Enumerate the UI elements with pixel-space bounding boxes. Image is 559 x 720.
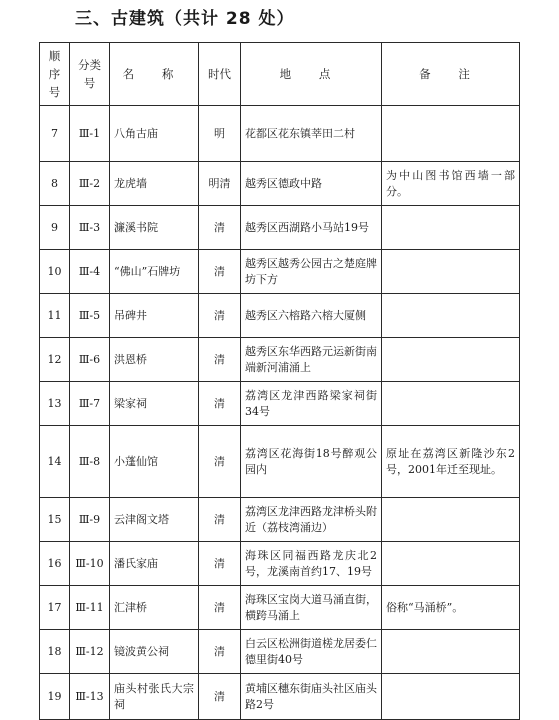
cell-seq: 8 xyxy=(40,162,70,206)
cell-location: 海珠区同福西路龙庆北2号，龙溪南首约17、19号 xyxy=(241,542,382,586)
cell-name: 潘氏家庙 xyxy=(110,542,199,586)
cell-location: 花都区花东镇莘田二村 xyxy=(241,106,382,162)
cell-remarks xyxy=(382,338,520,382)
table-row xyxy=(40,630,520,674)
cell-name: 梁家祠 xyxy=(110,382,199,426)
cell-category: Ⅲ-6 xyxy=(70,338,110,382)
cell-era: 清 xyxy=(199,250,241,294)
cell-remarks xyxy=(382,250,520,294)
table-row xyxy=(40,338,520,382)
table-row xyxy=(40,106,520,162)
table-row xyxy=(40,674,520,720)
cell-name: 濂溪书院 xyxy=(110,206,199,250)
table-row xyxy=(40,498,520,542)
cell-name: 八角古庙 xyxy=(110,106,199,162)
section-title: 三、古建筑（共计 28 处） xyxy=(75,9,295,29)
cell-era: 清 xyxy=(199,426,241,498)
header-name: 名 称 xyxy=(110,43,199,106)
cell-location: 越秀区越秀公园古之楚庭牌坊下方 xyxy=(241,250,382,294)
cell-location: 越秀区西湖路小马站19号 xyxy=(241,206,382,250)
cell-category: Ⅲ-3 xyxy=(70,206,110,250)
header-category: 分类号 xyxy=(70,43,110,106)
cell-category: Ⅲ-11 xyxy=(70,586,110,630)
cell-seq: 18 xyxy=(40,630,70,674)
cell-remarks xyxy=(382,206,520,250)
cell-name: 吊碑井 xyxy=(110,294,199,338)
cell-location: 黄埔区穗东街庙头社区庙头路2号 xyxy=(241,674,382,720)
cell-category: Ⅲ-1 xyxy=(70,106,110,162)
cell-era: 清 xyxy=(199,498,241,542)
cell-remarks: 为中山图书馆西墙一部分。 xyxy=(382,162,520,206)
cell-name: 镜波黄公祠 xyxy=(110,630,199,674)
cell-remarks xyxy=(382,542,520,586)
table-header-row xyxy=(40,43,520,106)
heritage-table xyxy=(39,42,520,720)
cell-seq: 10 xyxy=(40,250,70,294)
cell-name: 小蓬仙馆 xyxy=(110,426,199,498)
cell-category: Ⅲ-5 xyxy=(70,294,110,338)
cell-seq: 13 xyxy=(40,382,70,426)
cell-remarks xyxy=(382,498,520,542)
cell-era: 清 xyxy=(199,206,241,250)
cell-location: 荔湾区花海街18号醉观公园内 xyxy=(241,426,382,498)
table-row xyxy=(40,250,520,294)
cell-remarks xyxy=(382,294,520,338)
cell-remarks: 原址在荔湾区新隆沙东2号，2001年迁至现址。 xyxy=(382,426,520,498)
header-location: 地 点 xyxy=(241,43,382,106)
cell-name: 庙头村张氏大宗祠 xyxy=(110,674,199,720)
header-era: 时代 xyxy=(199,43,241,106)
cell-location: 荔湾区龙津西路梁家祠街34号 xyxy=(241,382,382,426)
cell-location: 越秀区六榕路六榕大厦侧 xyxy=(241,294,382,338)
cell-category: Ⅲ-2 xyxy=(70,162,110,206)
cell-seq: 15 xyxy=(40,498,70,542)
table-row xyxy=(40,162,520,206)
cell-seq: 16 xyxy=(40,542,70,586)
cell-name: 龙虎墙 xyxy=(110,162,199,206)
cell-category: Ⅲ-4 xyxy=(70,250,110,294)
cell-era: 清 xyxy=(199,338,241,382)
cell-name: 云津阁文塔 xyxy=(110,498,199,542)
cell-category: Ⅲ-9 xyxy=(70,498,110,542)
cell-category: Ⅲ-10 xyxy=(70,542,110,586)
cell-name: 汇津桥 xyxy=(110,586,199,630)
cell-era: 清 xyxy=(199,294,241,338)
cell-era: 清 xyxy=(199,382,241,426)
cell-remarks: 俗称“马涌桥”。 xyxy=(382,586,520,630)
cell-seq: 12 xyxy=(40,338,70,382)
table-row xyxy=(40,382,520,426)
cell-era: 清 xyxy=(199,542,241,586)
cell-location: 越秀区德政中路 xyxy=(241,162,382,206)
table-row xyxy=(40,586,520,630)
table-row xyxy=(40,206,520,250)
cell-location: 白云区松洲街道槎龙居委仁德里街40号 xyxy=(241,630,382,674)
cell-category: Ⅲ-8 xyxy=(70,426,110,498)
cell-seq: 19 xyxy=(40,674,70,720)
table-row xyxy=(40,542,520,586)
table-row xyxy=(40,426,520,498)
cell-remarks xyxy=(382,106,520,162)
cell-name: “佛山”石牌坊 xyxy=(110,250,199,294)
cell-era: 清 xyxy=(199,674,241,720)
cell-seq: 7 xyxy=(40,106,70,162)
cell-era: 清 xyxy=(199,586,241,630)
cell-location: 海珠区宝岗大道马涌直街，横跨马涌上 xyxy=(241,586,382,630)
cell-era: 明 xyxy=(199,106,241,162)
cell-seq: 14 xyxy=(40,426,70,498)
cell-remarks xyxy=(382,630,520,674)
cell-category: Ⅲ-12 xyxy=(70,630,110,674)
header-seq: 顺序号 xyxy=(40,43,70,106)
cell-era: 清 xyxy=(199,630,241,674)
cell-location: 荔湾区龙津西路龙津桥头附近（荔枝湾涌边） xyxy=(241,498,382,542)
cell-category: Ⅲ-7 xyxy=(70,382,110,426)
cell-seq: 9 xyxy=(40,206,70,250)
cell-location: 越秀区东华西路元运新街南端新河浦涌上 xyxy=(241,338,382,382)
cell-era: 明清 xyxy=(199,162,241,206)
header-remarks: 备 注 xyxy=(382,43,520,106)
cell-category: Ⅲ-13 xyxy=(70,674,110,720)
cell-seq: 11 xyxy=(40,294,70,338)
cell-seq: 17 xyxy=(40,586,70,630)
table-row xyxy=(40,294,520,338)
cell-remarks xyxy=(382,674,520,720)
cell-remarks xyxy=(382,382,520,426)
cell-name: 洪恩桥 xyxy=(110,338,199,382)
